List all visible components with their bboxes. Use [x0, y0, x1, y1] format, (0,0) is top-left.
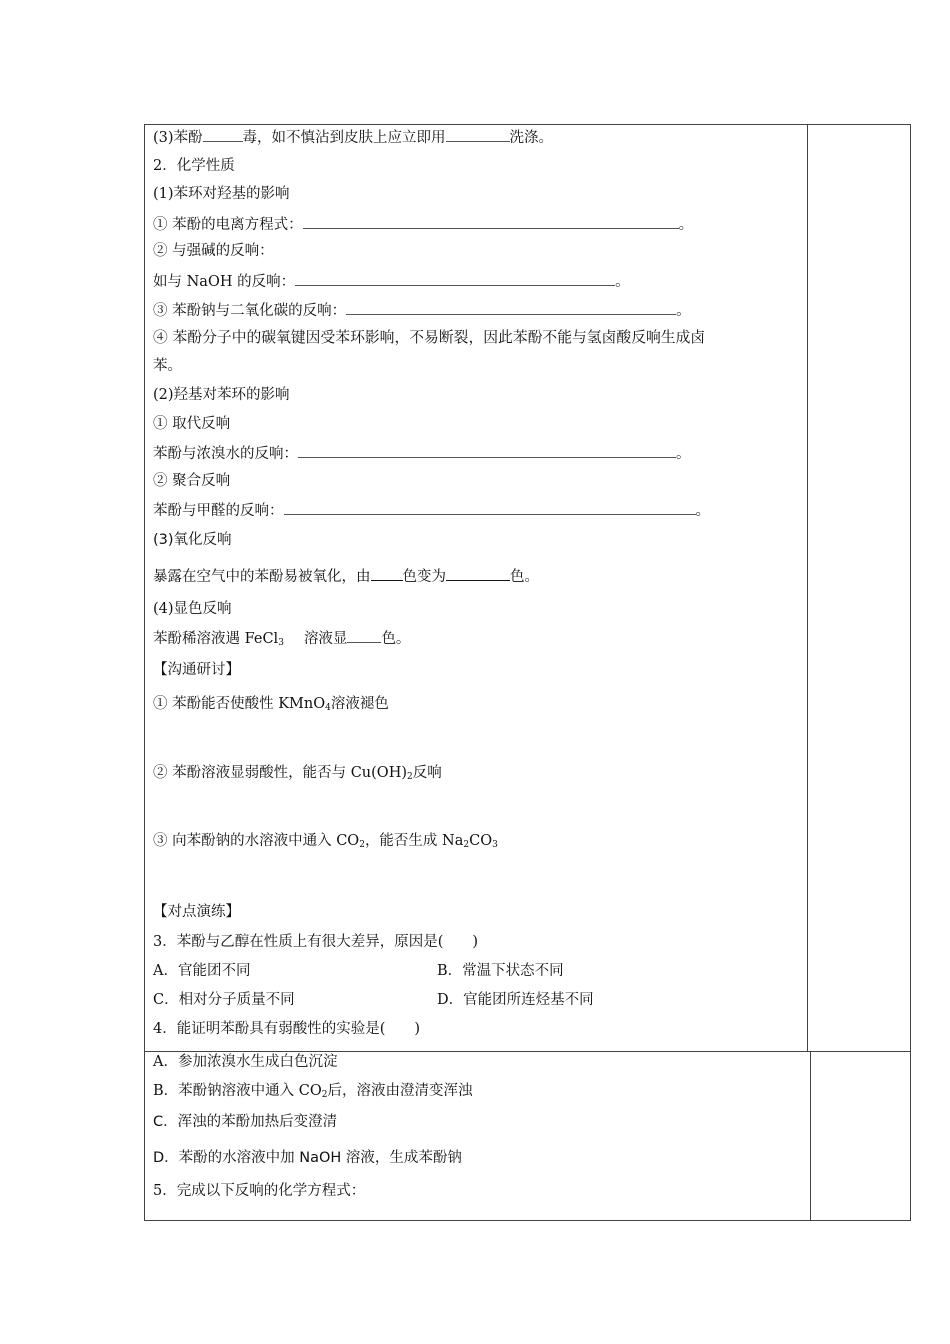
subsection-heading: (4)显色反响: [153, 601, 232, 617]
text-line: 暴露在空气中的苯酚易被氧化，由 色变为 色。: [153, 566, 539, 587]
question-item: 5．完成以下反响的化学方程式：: [153, 1183, 366, 1199]
text-line: 苯。: [153, 358, 182, 374]
text-line: 苯酚稀溶液遇 FeCl$_3$ 溶液显 色。: [153, 628, 410, 653]
section-heading: 【对点演练】: [153, 904, 240, 920]
option-d: D．官能团所连烃基不同: [437, 992, 594, 1008]
option-c: C．浑浊的苯酚加热后变澄清: [153, 1114, 338, 1130]
text-line: ② 聚合反响: [153, 473, 231, 489]
option-b: B．常温下状态不同: [437, 963, 564, 979]
question-item: 4．能证明苯酚具有弱酸性的实验是( ): [153, 1021, 421, 1037]
upper-table: [144, 124, 911, 1052]
subsection-heading: (3)氧化反响: [153, 532, 232, 548]
option-a: A．官能团不同: [153, 963, 251, 979]
section-heading: 【沟通研讨】: [153, 662, 240, 678]
table-column-divider: [807, 125, 808, 1051]
question-item: ② 苯酚溶液显弱酸性，能否与 $Cu(OH)_2$反响: [153, 765, 442, 782]
subsection-heading: (1)苯环对羟基的影响: [153, 186, 290, 202]
text-line: ① 取代反响: [153, 416, 231, 432]
table-column-divider: [810, 1052, 811, 1220]
option-b: B．苯酚钠溶液中通入 $CO_2$后，溶液由澄清变浑浊: [153, 1083, 473, 1100]
text-line: 苯酚与浓溴水的反响： 。: [153, 443, 691, 464]
question-item: 3．苯酚与乙醇在性质上有很大差异，原因是( ): [153, 934, 479, 950]
text-line: 如与 NaOH 的反响： 。: [153, 271, 630, 292]
question-item: ③ 向苯酚钠的水溶液中通入 $CO_2$，能否生成 $Na_2CO_3$: [153, 833, 498, 850]
option-row: [153, 961, 753, 981]
question-item: ① 苯酚能否使酸性 KMnO$_4$溶液褪色: [153, 696, 389, 713]
text-line: ② 与强碱的反响：: [153, 243, 274, 259]
option-row: [153, 990, 753, 1010]
subsection-heading: (2)羟基对苯环的影响: [153, 387, 290, 403]
text-line: (3)苯酚 毒，如不慎沾到皮肤上应立即用 洗涤。: [153, 127, 553, 148]
option-d: D．苯酚的水溶液中加 NaOH 溶液，生成苯酚钠: [153, 1150, 462, 1166]
text-line: 苯酚与甲醛的反响： 。: [153, 500, 710, 521]
text-line: ④ 苯酚分子中的碳氧键因受苯环影响，不易断裂，因此苯酚不能与氢卤酸反响生成卤: [153, 329, 706, 346]
text-line: ③ 苯酚钠与二氧化碳的反响： 。: [153, 300, 691, 321]
section-heading: 2．化学性质: [153, 158, 235, 174]
option-a: A．参加浓溴水生成白色沉淀: [153, 1054, 338, 1070]
text-line: ① 苯酚的电离方程式： 。: [153, 214, 693, 235]
option-c: C．相对分子质量不同: [153, 992, 295, 1008]
